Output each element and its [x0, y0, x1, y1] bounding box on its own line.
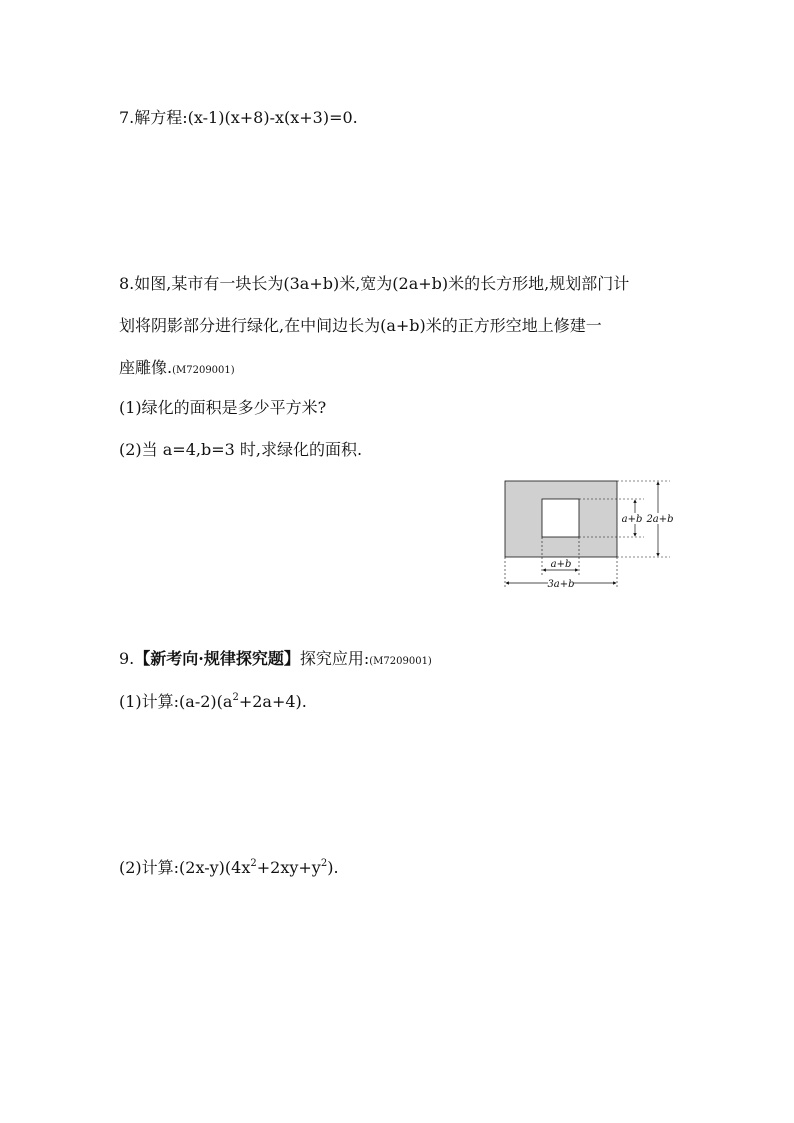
label-width: 2a+b: [646, 514, 674, 525]
question-9-sub-2-mid: +2xy+y: [256, 858, 321, 877]
label-inner-side: a+b: [621, 514, 643, 525]
question-9-sub-2: [119, 858, 339, 881]
question-8-line-1: 8.如图,某市有一块长为(3a+b)米,宽为(2a+b)米的长方形地,规划部门计: [119, 274, 630, 293]
question-8-line-3: [119, 358, 235, 381]
question-9-code: (M7209001): [369, 656, 432, 667]
question-9-tag: 【新考向·规律探究题】: [134, 649, 300, 668]
question-7-text: 7.解方程:(x-1)(x+8)-x(x+3)=0.: [119, 108, 358, 127]
question-8-line-2: 划将阴影部分进行绿化,在中间边长为(a+b)米的正方形空地上修建一: [119, 316, 602, 335]
question-9-sub-1: [119, 692, 307, 715]
question-9-sub-1-pre: (1)计算:(a-2)(a: [119, 692, 233, 711]
rectangle-figure: [498, 476, 678, 592]
question-8-code: (M7209001): [172, 365, 235, 376]
question-9-sub-1-sup: 2: [232, 692, 239, 703]
question-9-sub-2-post: ).: [327, 858, 339, 877]
question-9-text: 探究应用:: [299, 649, 370, 668]
question-8-sub-1: (1)绿化的面积是多少平方米?: [119, 398, 327, 417]
question-7: [119, 108, 358, 128]
question-9-sub-2-sup-2: 2: [320, 858, 328, 869]
label-inner-bottom: a+b: [550, 559, 572, 570]
question-9-sub-2-sup: 2: [250, 858, 257, 869]
center-square: [542, 499, 579, 537]
question-9-sub-2-pre: (2)计算:(2x-y)(4x: [119, 858, 251, 877]
question-8-line-3-text: 座雕像.: [119, 358, 173, 377]
question-9-sub-1-post: +2a+4).: [238, 692, 307, 711]
question-9-number: 9.: [119, 649, 135, 668]
label-length: 3a+b: [547, 579, 575, 590]
question-8-sub-2: (2)当 a=4,b=3 时,求绿化的面积.: [119, 440, 363, 459]
question-9: [119, 649, 432, 672]
